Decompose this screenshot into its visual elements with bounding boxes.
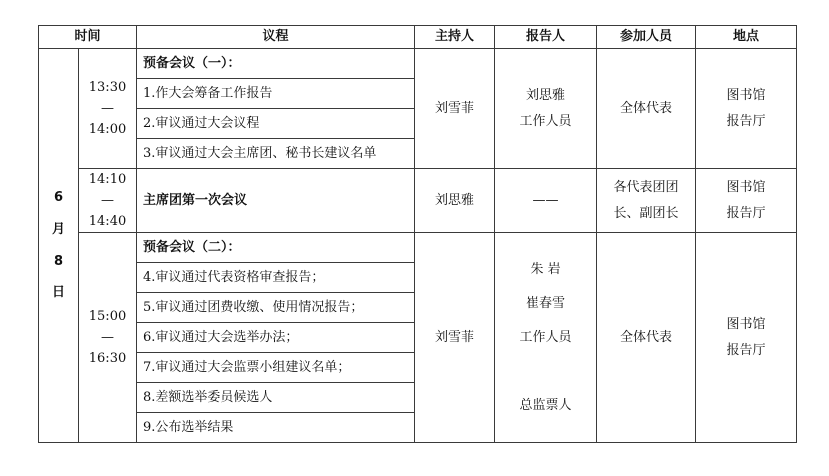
location-line: 图书馆 <box>726 179 766 195</box>
location-line: 图书馆 <box>726 316 766 332</box>
table-row <box>39 169 797 233</box>
agenda-item: 8.差额选举委员候选人 <box>137 383 415 413</box>
reporter-gap <box>501 355 590 389</box>
reporter-name: 崔春雪 <box>526 295 566 311</box>
session-1-time <box>79 49 137 169</box>
time-dash: — <box>101 330 114 345</box>
agenda-table <box>38 25 797 443</box>
session-2-host: 刘思雅 <box>415 169 495 233</box>
reporter-name: 总监票人 <box>519 397 572 413</box>
header-row <box>39 26 797 49</box>
session-2-location <box>696 169 797 233</box>
session-2-attendees <box>597 169 696 233</box>
header-host: 主持人 <box>415 26 495 49</box>
session-1-attendees: 全体代表 <box>597 49 696 169</box>
time-start: 15:00 <box>88 309 127 324</box>
date-month-char: 月 <box>51 221 65 237</box>
location-line: 图书馆 <box>726 87 766 103</box>
header-location: 地点 <box>696 26 797 49</box>
time-dash: — <box>101 193 114 208</box>
header-agenda: 议程 <box>137 26 415 49</box>
time-start: 14:10 <box>88 172 127 187</box>
agenda-item: 7.审议通过大会监票小组建议名单； <box>137 353 415 383</box>
header-time: 时间 <box>39 26 137 49</box>
time-end: 16:30 <box>88 351 127 366</box>
time-start: 13:30 <box>88 80 127 95</box>
session-3-location <box>696 233 797 443</box>
agenda-item: 9.公布选举结果 <box>137 413 415 443</box>
session-3-title: 预备会议（二）： <box>137 233 415 263</box>
session-3-reporters <box>495 233 597 443</box>
session-1-location <box>696 49 797 169</box>
session-2-time <box>79 169 137 233</box>
agenda-item: 2.审议通过大会议程 <box>137 109 415 139</box>
header-reporter: 报告人 <box>495 26 597 49</box>
location-line: 报告厅 <box>726 113 766 129</box>
session-3-time <box>79 233 137 443</box>
session-2-title: 主席团第一次会议 <box>137 169 415 233</box>
reporter-name: 工作人员 <box>519 113 572 129</box>
agenda-item: 1.作大会筹备工作报告 <box>137 79 415 109</box>
header-attendees: 参加人员 <box>597 26 696 49</box>
session-1-title: 预备会议（一）： <box>137 49 415 79</box>
attendee-line: 长、副团长 <box>613 205 679 221</box>
session-3-attendees: 全体代表 <box>597 233 696 443</box>
date-month-number: 6 <box>53 190 64 206</box>
time-end: 14:00 <box>88 122 127 137</box>
date-day-char: 日 <box>51 285 65 301</box>
agenda-item: 3.审议通过大会主席团、秘书长建议名单 <box>137 139 415 169</box>
session-2-reporters: —— <box>495 169 597 233</box>
reporter-name: 刘思雅 <box>526 87 566 103</box>
agenda-item: 4.审议通过代表资格审查报告； <box>137 263 415 293</box>
session-1-host: 刘雪菲 <box>415 49 495 169</box>
time-dash: — <box>101 101 114 116</box>
session-3-host: 刘雪菲 <box>415 233 495 443</box>
reporter-name: 工作人员 <box>519 329 572 345</box>
table-row <box>39 49 797 79</box>
table-row <box>39 233 797 263</box>
date-cell <box>39 49 79 443</box>
attendee-line: 各代表团团 <box>613 179 679 195</box>
time-end: 14:40 <box>88 214 127 229</box>
location-line: 报告厅 <box>726 205 766 221</box>
reporter-name: 朱 岩 <box>530 261 561 277</box>
agenda-item: 5.审议通过团费收缴、使用情况报告； <box>137 293 415 323</box>
session-1-reporters <box>495 49 597 169</box>
date-day-number: 8 <box>53 253 64 269</box>
location-line: 报告厅 <box>726 342 766 358</box>
agenda-item: 6.审议通过大会选举办法； <box>137 323 415 353</box>
